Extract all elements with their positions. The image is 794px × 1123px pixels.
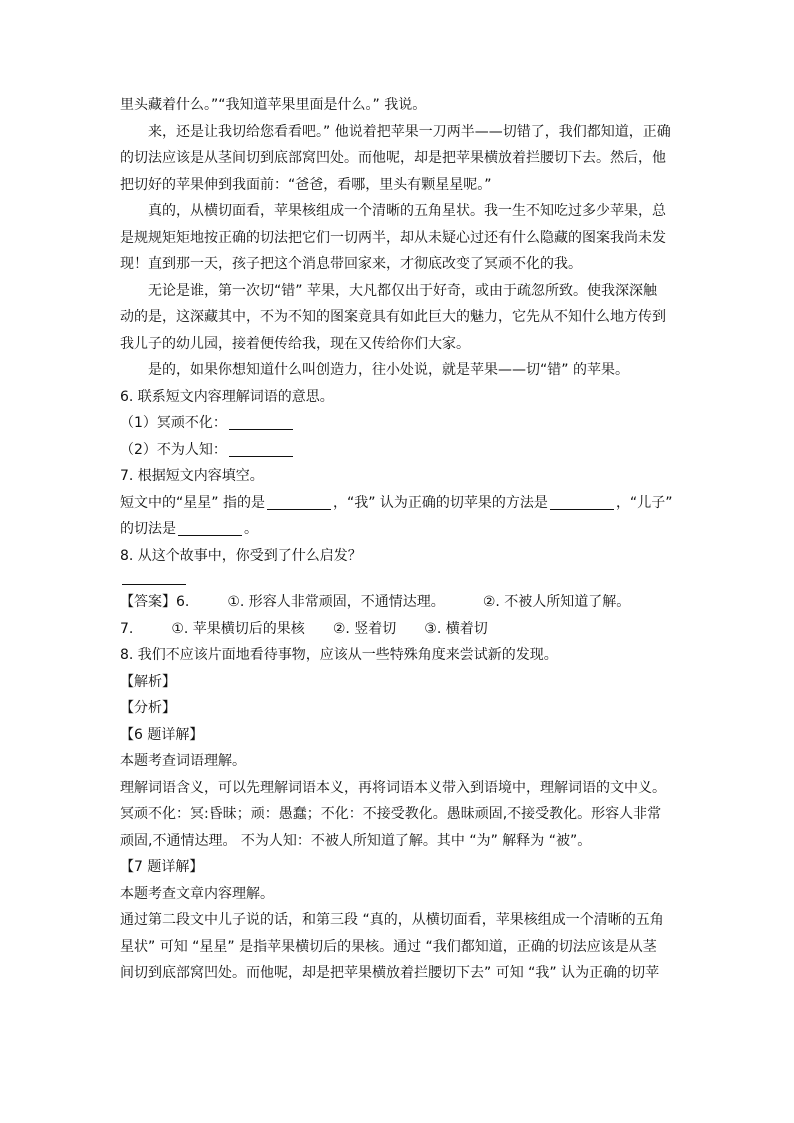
story-paragraph-0: 里头藏着什么。”“我知道苹果里面是什么。” 我说。 <box>120 97 427 113</box>
answer-blank[interactable] <box>122 583 186 585</box>
document-content <box>120 92 680 987</box>
question-6-item-1 <box>120 410 680 437</box>
answer-blank[interactable] <box>178 534 242 536</box>
question-7-text-c: ，“儿子” <box>615 494 673 511</box>
detail-6-line-3: 冥顽不化：冥:昏昧；顽：愚蠢；不化：不接受教化。愚昧顽固,不接受教化。形容人非常 <box>120 806 662 822</box>
answer-7 <box>120 616 680 643</box>
detail-7-line-2: 通过第二段文中儿子说的话，和第三段 “真的，从横切面看，苹果核组成一个清晰的五角 <box>120 912 664 928</box>
question-7-text-e: 。 <box>244 521 258 537</box>
story-paragraph-2-line-2: 是规规矩矩地按正确的切法把它们一切两半，却从未疑心过还有什么隐藏的图案我尚未发 <box>120 229 666 246</box>
detail-7-heading: 【7 题详解】 <box>120 859 204 875</box>
question-6-item-1-label: （1）冥顽不化： <box>120 415 227 431</box>
detail-7-line-4: 间切到底部窝凹处。而他呢，却是把苹果横放着拦腰切下去” 可知 “我” 认为正确的切苹 <box>120 965 660 981</box>
detail-7-line-3: 星状” 可知 “星星” 是指苹果横切后的果核。通过 “我们都知道，正确的切法应该是从茎 <box>120 938 657 955</box>
story-paragraph-1-line-1: 来，还是让我切给您看看吧。” 他说着把苹果一刀两半——切错了，我们都知道，正确 <box>148 123 671 140</box>
answer-6-label: 【答案】6. <box>120 594 190 610</box>
question-7-fill-line-1 <box>120 490 680 517</box>
answer-blank[interactable] <box>229 455 293 457</box>
answer-7-3: ③. 横着切 <box>424 620 488 637</box>
story-paragraph-2-line-3: 现！直到那一天，孩子把这个消息带回家来，才彻底改变了冥顽不化的我。 <box>120 256 582 272</box>
answer-7-label: 7. <box>120 620 134 637</box>
question-7: 7. 根据短文内容填空。 <box>120 468 264 484</box>
answer-blank[interactable] <box>550 508 614 510</box>
question-7-text-d: 的切法是 <box>120 521 176 537</box>
analysis-heading: 【解析】 <box>120 673 176 690</box>
detail-7-line-1: 本题考查文章内容理解。 <box>120 885 274 902</box>
answer-8: 8. 我们不应该片面地看待事物，应该从一些特殊角度来尝试新的发现。 <box>120 647 558 663</box>
answer-7-2: ②. 竖着切 <box>332 620 397 637</box>
question-7-text-a: 短文中的“星星” 指的是 <box>120 494 265 511</box>
question-6-item-2 <box>120 437 680 464</box>
story-paragraph-1-line-2: 的切法应该是从茎间切到底部窝凹处。而他呢，却是把苹果横放着拦腰切下去。然后，他 <box>120 150 666 166</box>
question-7-text-b: ，“我” 认为正确的切苹果的方法是 <box>332 494 548 511</box>
answer-blank[interactable] <box>229 428 293 430</box>
story-paragraph-3-line-3: 我儿子的幼儿园，接着便传给我，现在又传给你们大家。 <box>120 335 470 352</box>
story-paragraph-3-line-2: 动的是，这深藏其中，不为不知的图案竟具有如此巨大的魅力，它先从不知什么地方传到 <box>120 309 666 325</box>
detail-6-line-1: 本题考查词语理解。 <box>120 753 246 769</box>
answer-6 <box>120 589 680 616</box>
answer-blank[interactable] <box>267 508 331 510</box>
answer-7-1: ①. 苹果横切后的果核 <box>171 620 305 637</box>
question-8-answer-row <box>120 569 680 589</box>
story-paragraph-3-line-1: 无论是谁，第一次切“错” 苹果，大凡都仅出于好奇，或由于疏忽所致。使我深深触 <box>148 282 657 299</box>
detail-6-heading: 【6 题详解】 <box>120 726 204 743</box>
question-7-fill-line-2 <box>120 516 680 543</box>
answer-6-2: ②. 不被人所知道了解。 <box>482 594 631 610</box>
question-6: 6. 联系短文内容理解词语的意思。 <box>120 388 334 405</box>
story-paragraph-1-line-3: 把切好的苹果伸到我面前：“爸爸，看哪，里头有颗星星呢。” <box>120 176 492 193</box>
detail-6-line-2: 理解词语含义，可以先理解词语本义，再将词语本义带入到语境中，理解词语的文中义。 <box>120 779 666 796</box>
question-8: 8. 从这个故事中，你受到了什么启发？ <box>120 547 362 564</box>
answer-6-1: ①. 形容人非常顽固，不通情达理。 <box>227 594 445 610</box>
analysis-fenxi-heading: 【分析】 <box>120 700 176 716</box>
story-paragraph-2-line-1: 真的，从横切面看，苹果核组成一个清晰的五角星状。我一生不知吃过多少苹果，总 <box>148 203 666 219</box>
story-paragraph-4: 是的，如果你想知道什么叫创造力，往小处说，就是苹果——切“错” 的苹果。 <box>148 362 629 378</box>
detail-6-line-4: 顽固,不通情达理。 不为人知：不被人所知道了解。其中 “为” 解释为 “被”。 <box>120 832 592 849</box>
question-6-item-2-label: （2）不为人知： <box>120 441 227 458</box>
